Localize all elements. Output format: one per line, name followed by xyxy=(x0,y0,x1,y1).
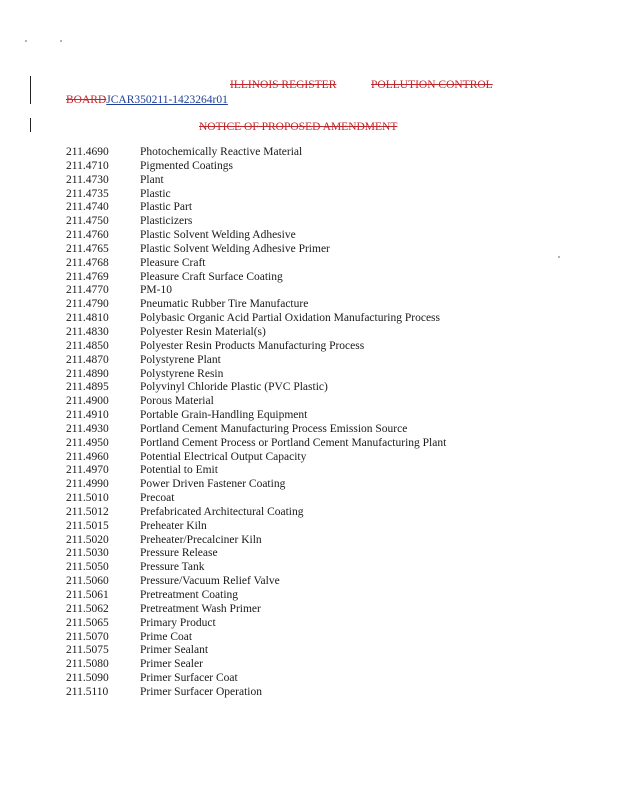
definition-row xyxy=(66,229,446,243)
defined-term: Plastic Solvent Welding Adhesive Primer xyxy=(140,242,330,255)
definition-row xyxy=(66,658,446,672)
definition-row xyxy=(66,340,446,354)
definition-row xyxy=(66,146,446,160)
section-number: 211.4790 xyxy=(66,298,109,311)
definition-row xyxy=(66,188,446,202)
defined-term: Pneumatic Rubber Tire Manufacture xyxy=(140,298,309,311)
definitions-list xyxy=(66,146,446,700)
section-number: 211.5062 xyxy=(66,602,109,615)
agency-name-continued: BOARD xyxy=(66,94,107,106)
section-number: 211.4970 xyxy=(66,464,109,477)
definition-row xyxy=(66,561,446,575)
definition-row xyxy=(66,631,446,645)
register-title: ILLINOIS REGISTER xyxy=(230,79,337,91)
definition-row xyxy=(66,686,446,700)
definition-row xyxy=(66,478,446,492)
scan-speck xyxy=(25,40,27,42)
section-number: 211.5010 xyxy=(66,492,109,505)
section-number: 211.4870 xyxy=(66,353,109,366)
section-number: 211.4769 xyxy=(66,270,109,283)
definition-row xyxy=(66,589,446,603)
definition-row xyxy=(66,215,446,229)
defined-term: Plastic Part xyxy=(140,201,193,214)
defined-term: Plastic Solvent Welding Adhesive xyxy=(140,229,296,242)
definition-row xyxy=(66,464,446,478)
section-number: 211.4765 xyxy=(66,242,109,255)
definition-row xyxy=(66,423,446,437)
section-number: 211.4830 xyxy=(66,325,109,338)
defined-term: Power Driven Fastener Coating xyxy=(140,478,286,491)
definition-row xyxy=(66,174,446,188)
definition-row xyxy=(66,603,446,617)
defined-term: Pleasure Craft xyxy=(140,256,206,269)
defined-term: Porous Material xyxy=(140,395,214,408)
section-number: 211.4990 xyxy=(66,478,109,491)
section-number: 211.5012 xyxy=(66,505,109,518)
section-number: 211.4890 xyxy=(66,367,109,380)
definition-row xyxy=(66,492,446,506)
definition-row xyxy=(66,271,446,285)
defined-term: Polyester Resin Products Manufacturing Process xyxy=(140,339,365,352)
section-number: 211.5070 xyxy=(66,630,109,643)
change-bar xyxy=(30,76,31,104)
section-number: 211.5060 xyxy=(66,575,109,588)
definition-row xyxy=(66,368,446,382)
definition-row xyxy=(66,437,446,451)
defined-term: Pressure Release xyxy=(140,547,218,560)
definition-row xyxy=(66,201,446,215)
defined-term: Portable Grain-Handling Equipment xyxy=(140,409,308,422)
defined-term: Pressure Tank xyxy=(140,561,205,574)
defined-term: Primer Sealant xyxy=(140,644,209,657)
definition-row xyxy=(66,575,446,589)
section-number: 211.5110 xyxy=(66,685,109,698)
section-number: 211.4850 xyxy=(66,339,109,352)
defined-term: Primer Sealer xyxy=(140,658,203,671)
change-bar xyxy=(30,118,31,132)
section-number: 211.5030 xyxy=(66,547,109,560)
scan-speck xyxy=(60,40,62,42)
jcar-code: JCAR350211-1423264r01 xyxy=(106,94,228,106)
defined-term: Plastic xyxy=(140,187,171,200)
section-number: 211.5050 xyxy=(66,561,109,574)
section-number: 211.4910 xyxy=(66,409,109,422)
defined-term: Portland Cement Manufacturing Process Emission Source xyxy=(140,422,408,435)
section-number: 211.4750 xyxy=(66,215,109,228)
defined-term: Plasticizers xyxy=(140,215,193,228)
definition-row xyxy=(66,617,446,631)
section-number: 211.4810 xyxy=(66,312,109,325)
definition-row xyxy=(66,312,446,326)
definition-row xyxy=(66,451,446,465)
defined-term: Potential to Emit xyxy=(140,464,218,477)
defined-term: PM-10 xyxy=(140,284,172,297)
definition-row xyxy=(66,354,446,368)
definition-row xyxy=(66,644,446,658)
scan-speck xyxy=(558,256,560,258)
definition-row xyxy=(66,381,446,395)
defined-term: Prime Coat xyxy=(140,630,193,643)
defined-term: Polyester Resin Material(s) xyxy=(140,325,266,338)
defined-term: Polybasic Organic Acid Partial Oxidation Manufacturing Process xyxy=(140,312,441,325)
defined-term: Polyvinyl Chloride Plastic (PVC Plastic) xyxy=(140,381,328,394)
section-number: 211.4960 xyxy=(66,450,109,463)
section-number: 211.4930 xyxy=(66,422,109,435)
defined-term: Pressure/Vacuum Relief Valve xyxy=(140,575,280,588)
section-number: 211.5061 xyxy=(66,589,109,601)
definition-row xyxy=(66,547,446,561)
defined-term: Photochemically Reactive Material xyxy=(140,146,303,158)
defined-term: Portland Cement Process or Portland Cement Manufacturing Plant xyxy=(140,436,447,449)
defined-term: Preheater/Precalciner Kiln xyxy=(140,533,262,546)
defined-term: Potential Electrical Output Capacity xyxy=(140,450,307,463)
defined-term: Primer Surfacer Operation xyxy=(140,685,262,698)
notice-heading: NOTICE OF PROPOSED AMENDMENT xyxy=(199,121,398,133)
definition-row xyxy=(66,409,446,423)
defined-term: Pretreatment Coating xyxy=(140,589,239,601)
defined-term: Primary Product xyxy=(140,616,216,629)
defined-term: Precoat xyxy=(140,492,175,505)
section-number: 211.4900 xyxy=(66,395,109,408)
defined-term: Pretreatment Wash Primer xyxy=(140,602,261,615)
defined-term: Preheater Kiln xyxy=(140,519,207,532)
section-number: 211.4770 xyxy=(66,284,109,297)
defined-term: Pleasure Craft Surface Coating xyxy=(140,270,283,283)
section-number: 211.4760 xyxy=(66,229,109,242)
section-number: 211.4735 xyxy=(66,187,109,200)
defined-term: Primer Surfacer Coat xyxy=(140,672,238,685)
definition-row xyxy=(66,257,446,271)
defined-term: Plant xyxy=(140,173,164,186)
section-number: 211.5080 xyxy=(66,658,109,671)
section-number: 211.4740 xyxy=(66,201,109,214)
definition-row xyxy=(66,284,446,298)
section-number: 211.4710 xyxy=(66,159,109,172)
definition-row xyxy=(66,534,446,548)
defined-term: Prefabricated Architectural Coating xyxy=(140,505,304,518)
section-number: 211.4730 xyxy=(66,173,109,186)
definition-row xyxy=(66,672,446,686)
section-number: 211.5015 xyxy=(66,519,109,532)
section-number: 211.4690 xyxy=(66,146,109,158)
section-number: 211.4950 xyxy=(66,436,109,449)
definition-row xyxy=(66,243,446,257)
section-number: 211.5065 xyxy=(66,616,109,629)
defined-term: Pigmented Coatings xyxy=(140,159,233,172)
definition-row xyxy=(66,395,446,409)
definition-row xyxy=(66,160,446,174)
section-number: 211.4895 xyxy=(66,381,109,394)
definition-row xyxy=(66,520,446,534)
agency-name: POLLUTION CONTROL xyxy=(371,79,493,91)
section-number: 211.5020 xyxy=(66,533,109,546)
section-number: 211.5090 xyxy=(66,672,109,685)
definition-row xyxy=(66,326,446,340)
section-number: 211.4768 xyxy=(66,256,109,269)
definition-row xyxy=(66,506,446,520)
defined-term: Polystyrene Resin xyxy=(140,367,224,380)
definition-row xyxy=(66,298,446,312)
section-number: 211.5075 xyxy=(66,644,109,657)
defined-term: Polystyrene Plant xyxy=(140,353,221,366)
header-line-2 xyxy=(66,93,228,107)
